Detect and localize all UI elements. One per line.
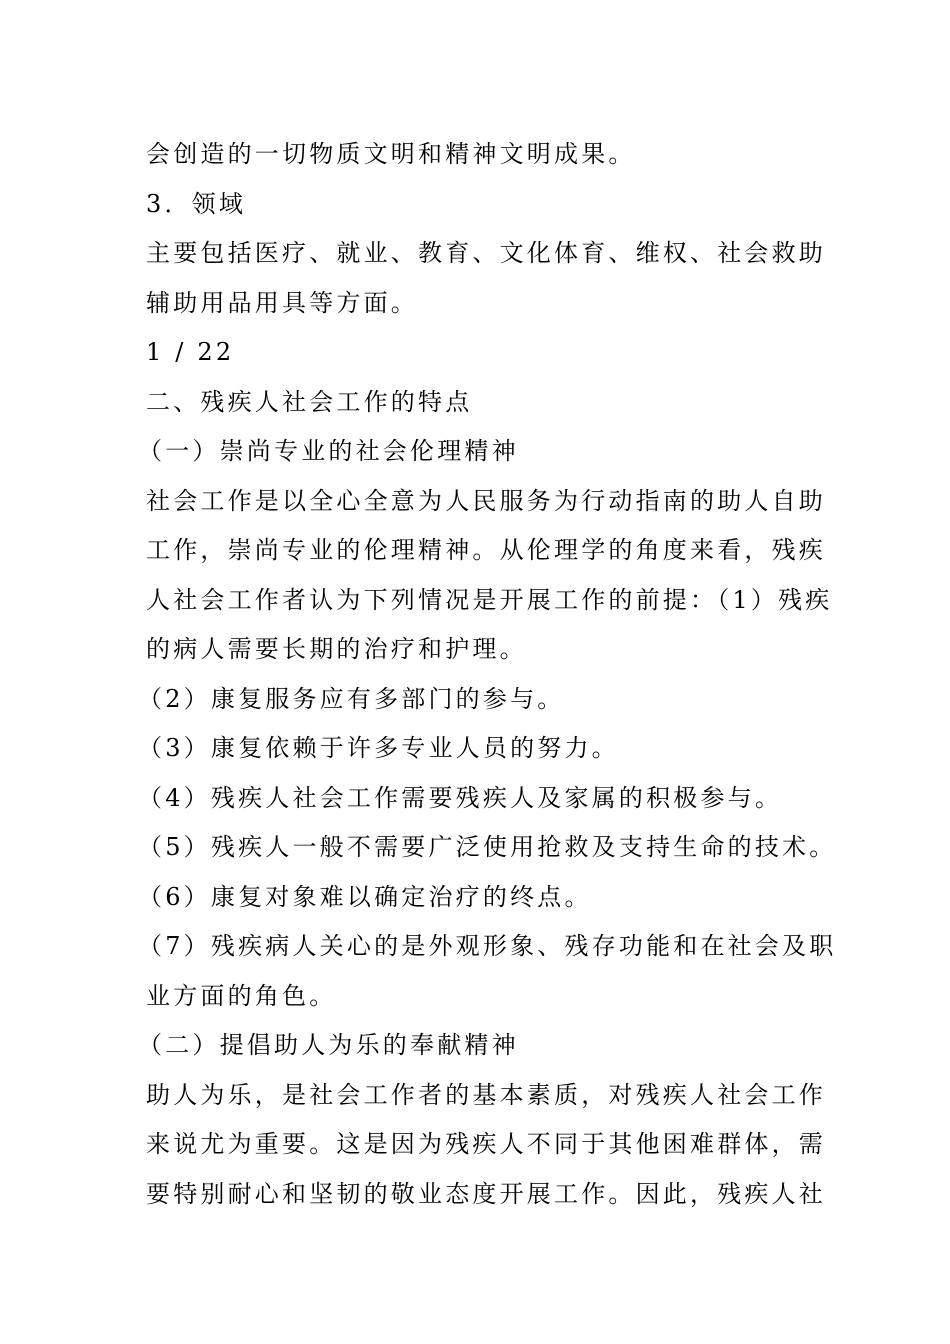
text-line-9: 工作，崇尚专业的伦理精神。从伦理学的角度来看，残疾 xyxy=(146,536,826,564)
list-item-3: （3）康复依赖于许多专业人员的努力。 xyxy=(138,734,619,762)
list-item-6: （6）康复对象难以确定治疗的终点。 xyxy=(138,882,592,911)
list-item-4: （4）残疾人社会工作需要残疾人及家属的积极参与。 xyxy=(138,783,783,812)
text-line-3: 主要包括医疗、就业、教育、文化体育、维权、社会救助 xyxy=(146,239,826,267)
section-heading-3: 3．领域 xyxy=(146,189,247,218)
subsection-heading-2: （二）提倡助人为乐的奉献精神 xyxy=(138,1031,519,1059)
text-line-21: 来说尤为重要。这是因为残疾人不同于其他困难群体，需 xyxy=(146,1130,826,1158)
text-line-22: 要特别耐心和坚韧的敬业态度开展工作。因此，残疾人社 xyxy=(146,1179,826,1208)
section-heading-2: 二、残疾人社会工作的特点 xyxy=(146,387,473,416)
list-item-7: （7）残疾病人关心的是外观形象、残存功能和在社会及职 xyxy=(138,932,837,960)
page-number: 1 / 22 xyxy=(146,338,235,366)
text-line-8: 社会工作是以全心全意为人民服务为行动指南的助人自助 xyxy=(146,486,826,515)
list-item-2: （2）康复服务应有多部门的参与。 xyxy=(138,684,565,713)
list-item-5: （5）残疾人一般不需要广泛使用抢救及支持生命的技术。 xyxy=(138,833,837,861)
text-line-20: 助人为乐，是社会工作者的基本素质，对残疾人社会工作 xyxy=(146,1080,826,1109)
subsection-heading-1: （一）崇尚专业的社会伦理精神 xyxy=(138,437,519,465)
text-line-4: 辅助用品用具等方面。 xyxy=(146,288,418,317)
text-line-1: 会创造的一切物质文明和精神文明成果。 xyxy=(146,140,636,168)
document-page xyxy=(138,130,837,1219)
text-line-11: 的病人需要长期的治疗和护理。 xyxy=(146,635,527,663)
text-line-18: 业方面的角色。 xyxy=(146,981,337,1010)
text-line-10: 人社会工作者认为下列情况是开展工作的前提：（1）残疾 xyxy=(146,585,833,614)
